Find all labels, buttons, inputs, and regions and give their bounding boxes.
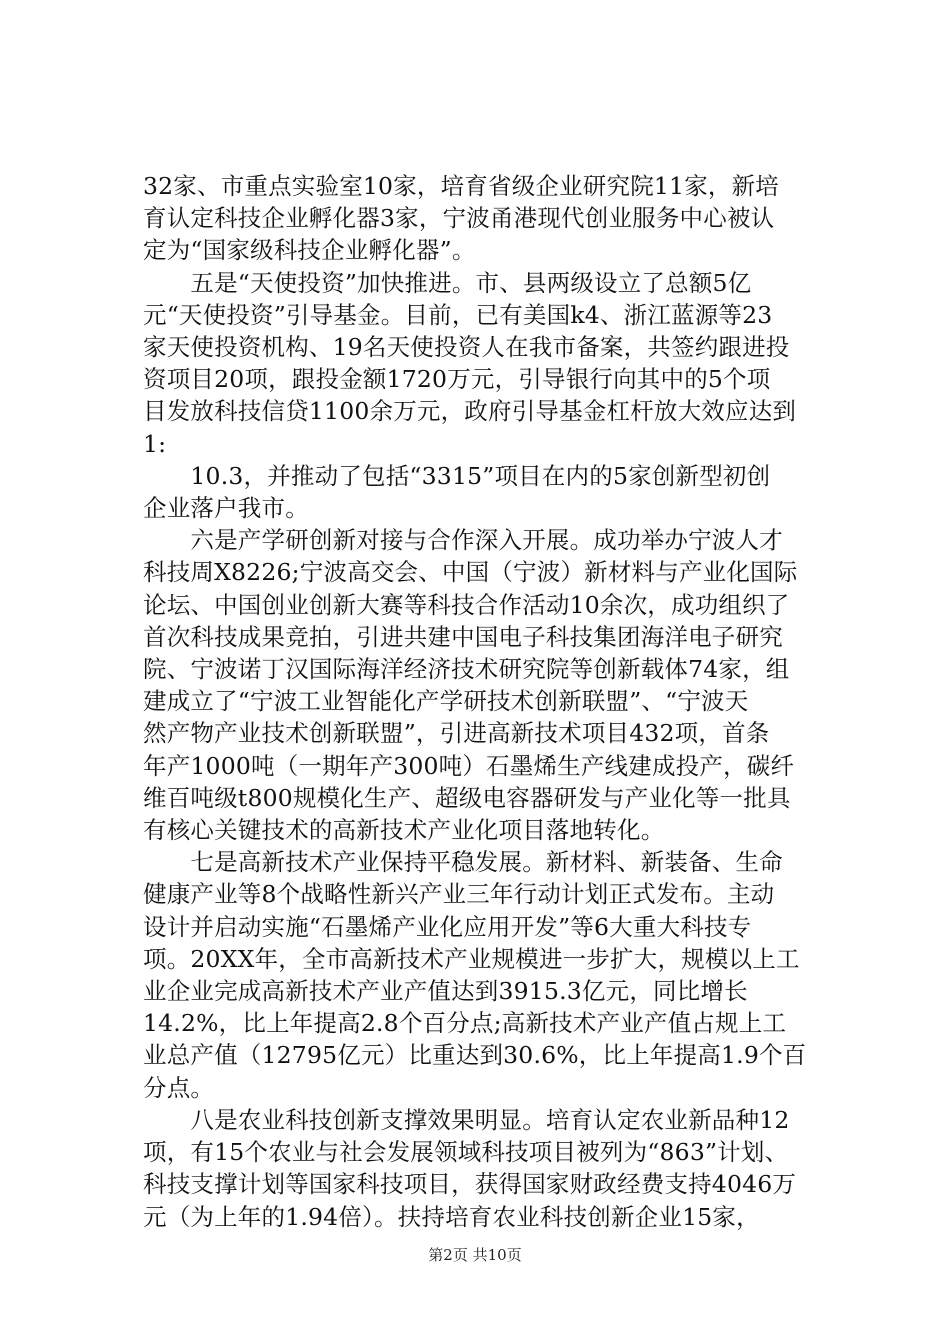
- text-line: 企业落户我市。: [143, 494, 309, 523]
- text-line: 1:: [143, 429, 167, 458]
- text-line: 科技支撑计划等国家科技项目，获得国家财政经费支持4046万: [143, 1170, 797, 1199]
- text-line: 八是农业科技创新支撑效果明显。培育认定农业新品种12: [143, 1105, 790, 1134]
- text-line: 业企业完成高新技术产业产值达到3915.3亿元，同比增长: [143, 977, 748, 1006]
- text-line: 六是产学研创新对接与合作深入开展。成功举办宁波人才: [143, 526, 783, 555]
- text-line: 10.3，并推动了包括“3315”项目在内的5家创新型初创: [143, 461, 771, 490]
- text-line: 育认定科技企业孵化器3家，宁波甬港现代创业服务中心被认: [143, 204, 775, 233]
- text-line: 院、宁波诺丁汉国际海洋经济技术研究院等创新载体74家，组: [143, 655, 790, 684]
- text-line: 然产物产业技术创新联盟”，引进高新技术项目432项，首条: [143, 719, 770, 748]
- text-line: 五是“天使投资”加快推进。市、县两级设立了总额5亿: [143, 268, 752, 297]
- text-line: 年产1000吨（一期年产300吨）石墨烯生产线建成投产，碳纤: [143, 751, 795, 780]
- page-number: 第2页 共10页: [428, 1246, 522, 1264]
- text-line: 32家、市重点实验室10家，培育省级企业研究院11家，新培: [143, 172, 780, 200]
- text-line: 七是高新技术产业保持平稳发展。新材料、新装备、生命: [143, 848, 783, 877]
- text-line: 建成立了“宁波工业智能化产学研技术创新联盟”、“宁波天: [143, 687, 749, 716]
- text-line: 元（为上年的1.94倍）。扶持培育农业科技创新企业15家，: [143, 1202, 760, 1231]
- text-line: 有核心关键技术的高新技术产业化项目落地转化。: [143, 816, 665, 845]
- text-line: 论坛、中国创业创新大赛等科技合作活动10余次，成功组织了: [143, 590, 790, 619]
- body-text: [143, 170, 843, 1233]
- text-line: 目发放科技信贷1100余万元，政府引导基金杠杆放大效应达到: [143, 397, 797, 426]
- text-line: 首次科技成果竞拍，引进共建中国电子科技集团海洋电子研究: [143, 622, 783, 651]
- text-line: 14.2%，比上年提高2.8个百分点;高新技术产业产值占规上工: [143, 1009, 787, 1038]
- text-line: 业总产值（12795亿元）比重达到30.6%，比上年提高1.9个百: [143, 1041, 807, 1070]
- text-line: 设计并启动实施“石墨烯产业化应用开发”等6大重大科技专: [143, 912, 752, 941]
- text-line: 项，有15个农业与社会发展领域科技项目被列为“863”计划、: [143, 1138, 789, 1167]
- text-line: 维百吨级t800规模化生产、超级电容器研发与产业化等一批具: [143, 783, 791, 812]
- page-footer: [0, 1244, 950, 1265]
- text-line: 定为“国家级科技企业孵化器”。: [143, 236, 476, 265]
- document-body: [143, 170, 843, 1233]
- text-line: 健康产业等8个战略性新兴产业三年行动计划正式发布。主动: [143, 880, 775, 909]
- text-line: 资项目20项，跟投金额1720万元，引导银行向其中的5个项: [143, 365, 771, 394]
- text-line: 元“天使投资”引导基金。目前，已有美国k4、浙江蓝源等23: [143, 300, 773, 329]
- text-line: 分点。: [143, 1073, 215, 1102]
- text-line: 家天使投资机构、19名天使投资人在我市备案，共签约跟进投: [143, 333, 790, 362]
- text-line: 科技周X8226;宁波高交会、中国（宁波）新材料与产业化国际: [143, 558, 798, 587]
- text-line: 项。20XX年，全市高新技术产业规模进一步扩大，规模以上工: [143, 944, 800, 973]
